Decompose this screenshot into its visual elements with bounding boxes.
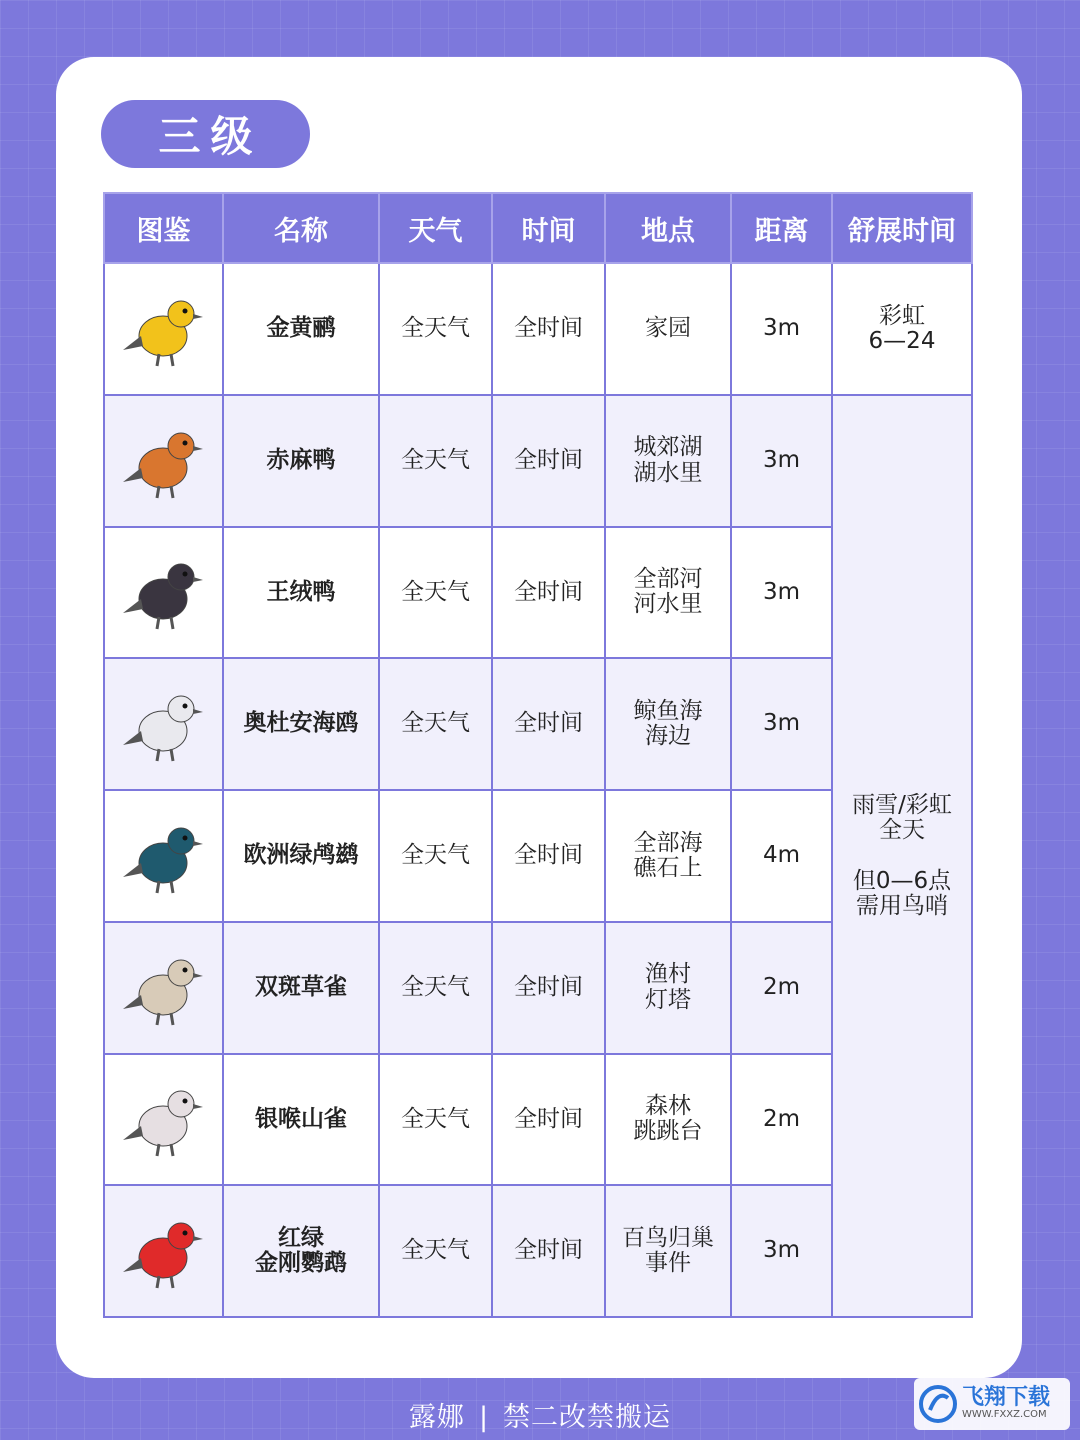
location-line: 礁石上 (633, 854, 703, 881)
bird-name: 双斑草雀 (223, 922, 379, 1054)
table-row (104, 395, 972, 527)
golden-oriole-icon (105, 284, 222, 374)
watermark (914, 1378, 1070, 1430)
location-line: 全部海 (633, 829, 703, 856)
long-tailed-tit-icon (105, 1074, 222, 1164)
schedule-line: 但0—6点 (852, 867, 952, 894)
footer-notice: 禁二改禁搬运 (503, 1402, 672, 1433)
time-cell: 全时间 (492, 263, 605, 395)
location-line: 森林 (645, 1093, 691, 1120)
bird-name: 欧洲绿鸬鹚 (223, 790, 379, 922)
weather-cell: 全天气 (379, 263, 492, 395)
time-cell: 全时间 (492, 790, 605, 922)
location-line: 家园 (645, 315, 691, 342)
time-cell: 全时间 (492, 1185, 605, 1317)
green-winged-macaw-icon (105, 1206, 222, 1296)
bird-name: 金黄鹂 (223, 263, 379, 395)
distance-cell: 3m (731, 658, 832, 790)
bird-name: 奥杜安海鸥 (223, 658, 379, 790)
time-cell: 全时间 (492, 922, 605, 1054)
bird-image-cell (104, 1185, 223, 1317)
weather-cell: 全天气 (379, 395, 492, 527)
weather-cell: 全天气 (379, 527, 492, 659)
king-eider-icon (105, 547, 222, 637)
location-cell (605, 263, 731, 395)
weather-cell: 全天气 (379, 1054, 492, 1186)
location-cell (605, 1185, 731, 1317)
bird-name-line: 金刚鹦鹉 (255, 1250, 347, 1277)
distance-cell: 3m (731, 527, 832, 659)
weather-cell: 全天气 (379, 658, 492, 790)
location-line: 灯塔 (645, 986, 691, 1013)
distance-cell: 3m (731, 263, 832, 395)
watermark-url: WWW.FXXZ.COM (962, 1409, 1047, 1420)
time-cell: 全时间 (492, 527, 605, 659)
header-schedule: 舒展时间 (832, 193, 972, 263)
bird-image-cell (104, 527, 223, 659)
schedule-line (833, 843, 971, 868)
bird-table (103, 192, 973, 1318)
time-cell: 全时间 (492, 395, 605, 527)
table-header-row (104, 193, 972, 263)
location-line: 鲸鱼海 (633, 697, 703, 724)
ruddy-shelduck-icon (105, 416, 222, 506)
schedule-line: 需用鸟哨 (856, 892, 948, 919)
weather-cell: 全天气 (379, 790, 492, 922)
table-row (104, 263, 972, 395)
european-shag-icon (105, 811, 222, 901)
location-line: 全部河 (633, 566, 703, 593)
location-cell (605, 395, 731, 527)
bird-name-line: 红绿 (278, 1224, 324, 1251)
bird-name (223, 1185, 379, 1317)
watermark-text: 飞翔下载 (962, 1385, 1051, 1410)
schedule-line: 全天 (879, 816, 925, 843)
distance-cell: 2m (731, 922, 832, 1054)
audouins-gull-icon (105, 679, 222, 769)
location-line: 河水里 (633, 591, 703, 618)
header-icon: 图鉴 (104, 193, 223, 263)
bird-image-cell (104, 395, 223, 527)
schedule-cell (832, 263, 972, 395)
bird-image-cell (104, 263, 223, 395)
bird-image-cell (104, 790, 223, 922)
header-location: 地点 (605, 193, 731, 263)
location-line: 海边 (645, 723, 691, 750)
location-line: 跳跳台 (633, 1118, 703, 1145)
footer-author: 露娜 (408, 1402, 465, 1433)
schedule-line: 雨雪/彩虹 (852, 791, 952, 818)
bird-name: 银喉山雀 (223, 1054, 379, 1186)
header-name: 名称 (223, 193, 379, 263)
location-line: 渔村 (645, 961, 691, 988)
location-cell (605, 527, 731, 659)
bird-image-cell (104, 922, 223, 1054)
location-cell (605, 658, 731, 790)
header-weather: 天气 (379, 193, 492, 263)
schedule-cell-merged (832, 395, 972, 1317)
time-cell: 全时间 (492, 1054, 605, 1186)
location-line: 事件 (645, 1250, 691, 1277)
location-line: 湖水里 (633, 459, 703, 486)
location-cell (605, 790, 731, 922)
weather-cell: 全天气 (379, 922, 492, 1054)
distance-cell: 3m (731, 1185, 832, 1317)
level-badge: 三级 (101, 100, 310, 168)
bird-image-cell (104, 1054, 223, 1186)
bird-name: 王绒鸭 (223, 527, 379, 659)
location-line: 百鸟归巢 (622, 1224, 714, 1251)
bird-name: 赤麻鸭 (223, 395, 379, 527)
watermark-logo-icon (918, 1384, 958, 1424)
location-cell (605, 922, 731, 1054)
bird-image-cell (104, 658, 223, 790)
location-line: 城郊湖 (633, 434, 703, 461)
time-cell: 全时间 (492, 658, 605, 790)
distance-cell: 4m (731, 790, 832, 922)
distance-cell: 2m (731, 1054, 832, 1186)
distance-cell: 3m (731, 395, 832, 527)
footer-separator: | (478, 1402, 490, 1433)
double-barred-finch-icon (105, 943, 222, 1033)
schedule-line: 彩虹 (879, 302, 925, 329)
header-time: 时间 (492, 193, 605, 263)
header-distance: 距离 (731, 193, 832, 263)
schedule-line: 6—24 (868, 327, 936, 354)
location-cell (605, 1054, 731, 1186)
weather-cell: 全天气 (379, 1185, 492, 1317)
